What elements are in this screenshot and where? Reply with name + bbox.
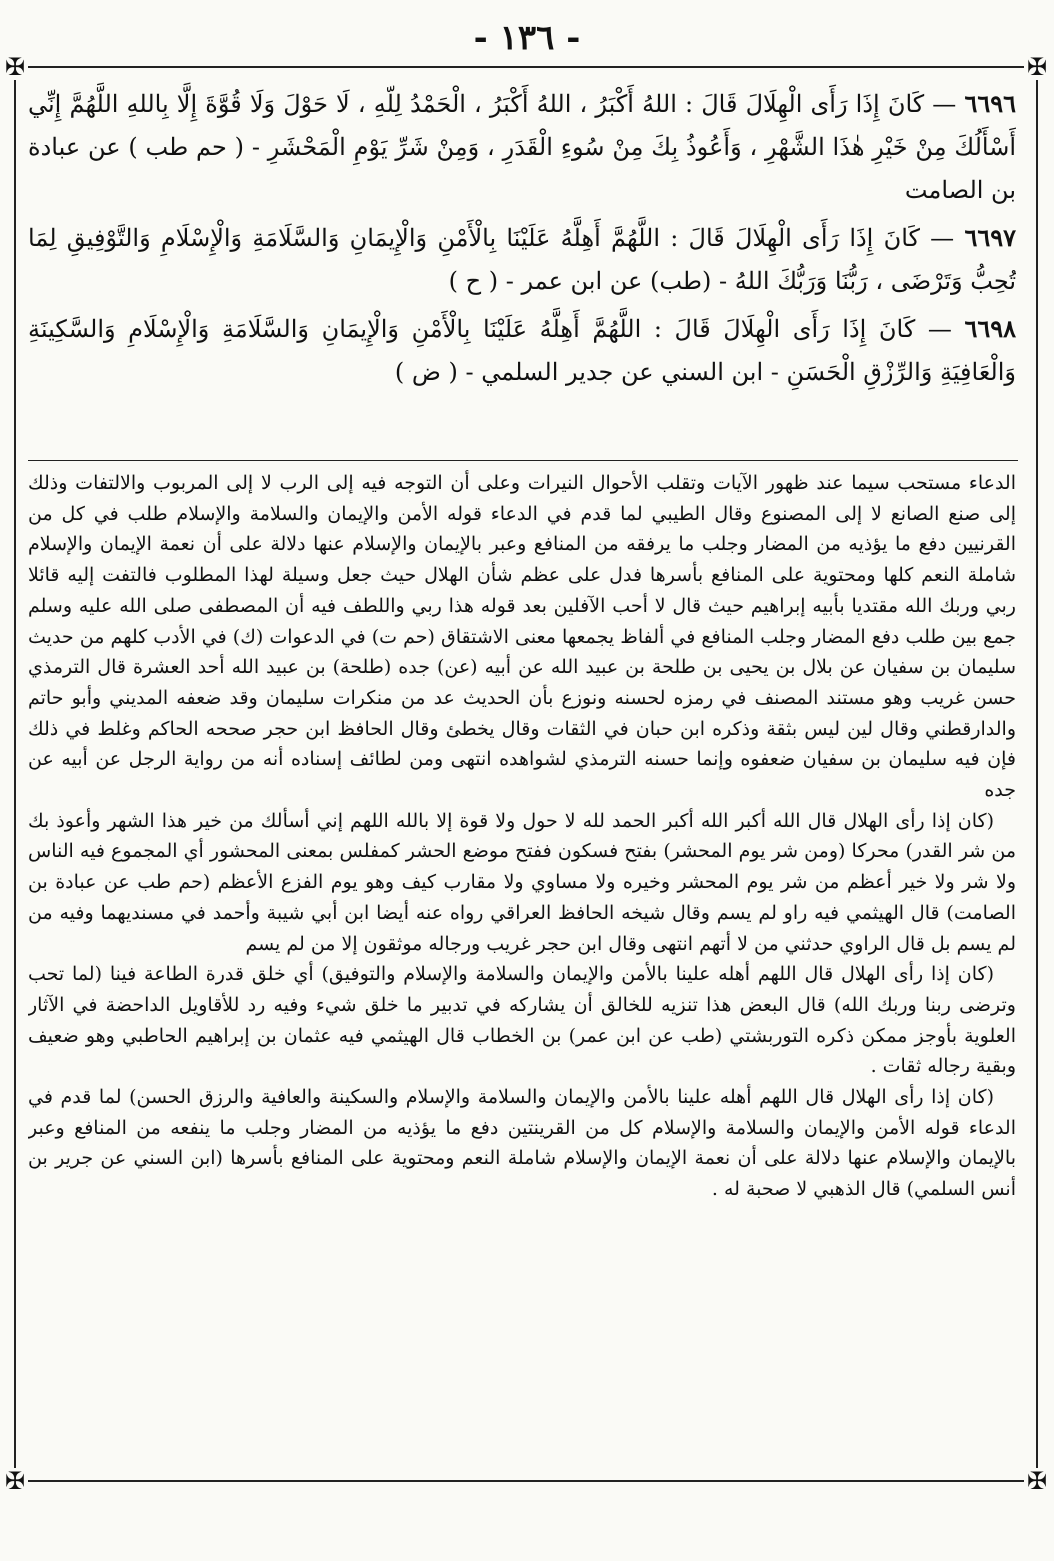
frame-bottom-rule <box>14 1480 1036 1482</box>
hadith-entry <box>28 216 1016 303</box>
hadith-text: — كَانَ إِذَا رَأَى الْهِلَالَ قَالَ : اللَّهُمَّ أَهِلَّهُ عَلَيْنَا بِالْأَمْنِ وَالْإِيمَانِ وَالسَّلَامَةِ وَالْإِسْلَامِ وَالسَّكِينَةِ وَالْعَافِيَةِ وَالرِّزْقِ الْحَسَنِ <box>28 315 1016 386</box>
hadith-entry <box>28 82 1016 212</box>
commentary-text <box>28 468 1016 1468</box>
hadith-number: ٦٦٩٦ <box>964 89 1016 118</box>
hadith-main-text <box>28 82 1016 454</box>
corner-ornament-icon: ✠ <box>2 1468 28 1494</box>
commentary-divider <box>28 460 1018 461</box>
hadith-source: - ( حم طب ) عن عبادة بن الصامت <box>28 133 1016 204</box>
hadith-text: — كَانَ إِذَا رَأَى الْهِلَالَ قَالَ : اللهُ أَكْبَرُ ، اللهُ أَكْبَرُ ، الْحَمْدُ لِلّهِ ، لَا حَوْلَ وَلَا قُوَّةَ إِلَّا بِاللهِ اللَّهُمَّ إِنِّي أَسْأَلُكَ مِنْ خَيْرِ هٰذَا الشَّهْرِ ، وَأَعُوذُ بِكَ مِنْ سُوءِ الْقَدَرِ ، وَمِنْ شَرِّ يَوْمِ الْمَحْشَرِ <box>28 90 1016 161</box>
commentary-paragraph: (كان إذا رأى الهلال قال الله أكبر الله أكبر الحمد لله لا حول ولا قوة إلا بالله اللهم إني أسألك من خير هذا الشهر وأعوذ بك من شر القدر) محركا (ومن شر يوم المحشر) بفتح فسكون ففتح موضع الحشر كمفلس بمعنى المحشور أي المجموع فيه الناس ولا شر ولا خير أعظم من شر يوم المحشر وخيره ولا مساوي ولا مقارب كيف وهو يوم الفزع الأعظم (حم طب عن عبادة بن الصامت) قال الهيثمي فيه راو لم يسم وقال شيخه الحافظ العراقي رواه عنه أيضا ابن أبي شيبة وأحمد في مسنديهما وفيه من لم يسم بل قال الراوي حدثني من لا أتهم انتهى وقال ابن حجر غريب ورجاله موثقون إلا من لم يسم <box>28 809 1016 955</box>
corner-ornament-icon: ✠ <box>1024 54 1050 80</box>
page-number: - ١٣٦ - <box>473 18 581 58</box>
hadith-number: ٦٦٩٧ <box>964 223 1016 252</box>
hadith-text: — كَانَ إِذَا رَأَى الْهِلَالَ قَالَ : اللَّهُمَّ أَهِلَّهُ عَلَيْنَا بِالْأَمْنِ وَالْإِيمَانِ وَالسَّلَامَةِ وَالْإِسْلَامِ وَالتَّوْفِيقِ لِمَا تُحِبُّ وَتَرْضَى ، رَبُّنَا وَرَبُّكَ اللهُ <box>28 224 1016 295</box>
corner-ornament-icon: ✠ <box>2 54 28 80</box>
hadith-entry <box>28 307 1016 394</box>
corner-ornament-icon: ✠ <box>1024 1468 1050 1494</box>
hadith-number: ٦٦٩٨ <box>964 314 1016 343</box>
hadith-source: - (طب) عن ابن عمر - ( ح ) <box>448 267 728 295</box>
commentary-paragraph: الدعاء مستحب سيما عند ظهور الآيات وتقلب الأحوال النيرات وعلى أن التوجه فيه إلى الرب لا إلى المربوب والالتفات وذلك إلى صنع الصانع لا إلى المصنوع وقال الطيبي لما قدم في الدعاء قوله الأمن والإيمان والسلامة والإسلام طلب في كل من القرنيين دفع ما يؤذيه من المضار وجلب ما يرفقه من المنافع وعبر بالإيمان والإسلام عنها دلالة على أن نعمة الإيمان والإسلام شاملة النعم كلها ومحتوية على المنافع بأسرها فدل على عظم شأن الهلال حيث جعل وسيلة لهذا المطلوب فالتفت إليه قائلا ربي وربك الله مقتديا بأبيه إبراهيم حيث قال لا أحب الآفلين بعد قوله هذا ربي واللطف فيه أن المصطفى صلى الله عليه وسلم جمع بين طلب دفع المضار وجلب المنافع في ألفاظ يجمعها معنى الاشتقاق (حم ت) في الدعوات (ك) في الأدب كلهم من حديث سليمان بن سفيان عن بلال بن يحيى بن طلحة بن عبيد الله عن أبيه (عن) جده (طلحة) بن عبيد الله أحد العشرة قال الترمذي حسن غريب وهو مستند المصنف في رمزه لحسنه ونوزع بأن الحديث عد من منكرات سليمان وقد ضعفه المديني وأبو حاتم والدارقطني وقال لين ليس بثقة وذكره ابن حبان في الثقات وقال يخطئ وقال الحافظ ابن حجر صححه الحاكم وغلط في ذلك فإن فيه سليمان بن سفيان ضعفوه وإنما حسنه الترمذي لشواهده انتهى ومن لطائف إسناده أنه من رواية الرجل عن أبيه عن جده <box>28 472 1016 802</box>
commentary-paragraph: (كان إذا رأى الهلال قال اللهم أهله علينا بالأمن والإيمان والسلامة والإسلام والسكينة والعافية والرزق الحسن) لما قدم في الدعاء قوله الأمن والإيمان والسلامة والإسلام كل من القرينتين دفع ما يؤذيه من المضار وجلب ما ينفعه من المنافع وعبر بالإيمان والإسلام عنها دلالة على أن نعمة الإيمان والإسلام شاملة النعم ومحتوية على المنافع بأسرها (ابن السني عن جرير بن أنس السلمي) قال الذهبي لا صحبة له . <box>28 1086 1016 1201</box>
commentary-paragraph: (كان إذا رأى الهلال قال اللهم أهله علينا بالأمن والإيمان والسلامة والإسلام والتوفيق) أي خلق قدرة الطاعة فينا (لما تحب وترضى ربنا وربك الله) قال البعض هذا تنزيه للخالق أن يشاركه في تدبير ما خلق شيء وفيه رد للأقاويل الداحضة في الآثار العلوية بأوجز ممكن ذكره التوربشتي (طب عن ابن عمر) بن الخطاب قال الهيثمي فيه عثمان بن إبراهيم الحاطبي وهو ضعيف وبقية رجاله ثقات . <box>28 963 1016 1078</box>
hadith-source: - ابن السني عن جدير السلمي - ( ض ) <box>394 358 779 386</box>
